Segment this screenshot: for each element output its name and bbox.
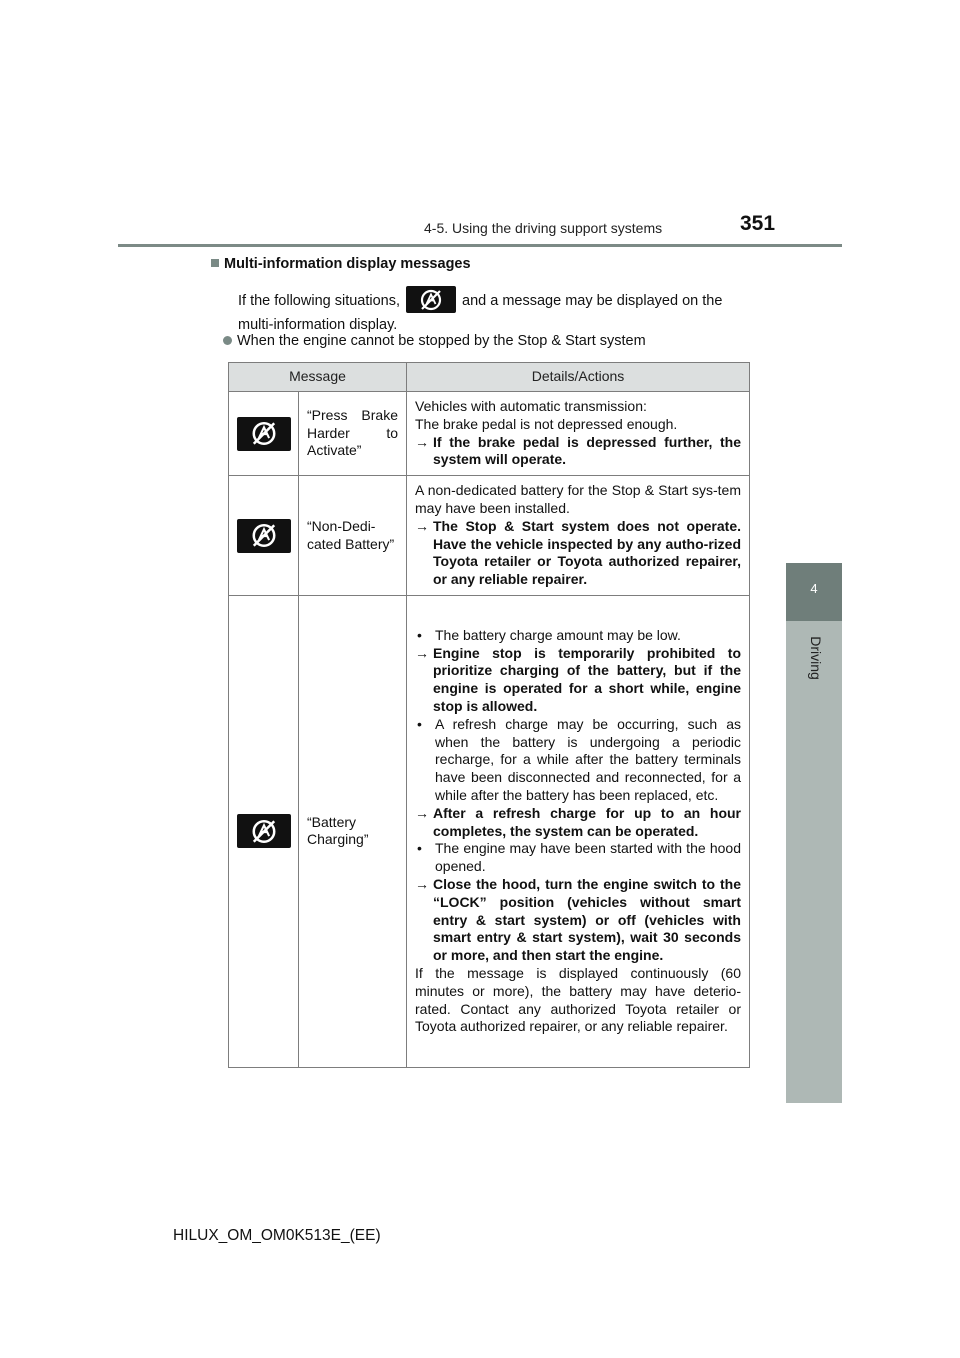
stop-start-cancel-indicator-icon: [237, 417, 291, 451]
section-heading-text: Multi-information display messages: [224, 256, 471, 272]
bullet-icon: •: [417, 626, 422, 643]
condition-text: When the engine cannot be stopped by the Stop & Start system: [237, 333, 646, 349]
action-line: [415, 876, 741, 965]
action-text: Close the hood, turn the engine switch to the “LOCK” position (vehicles without smart entry & start system) or off (vehicles with smart entry & start system), wait 30 seconds or more, and then start the engine.: [433, 875, 741, 964]
condition-bullet: [223, 333, 646, 349]
details-cell: [407, 392, 750, 476]
message-cell: [299, 476, 407, 596]
header-message: Message: [229, 363, 407, 392]
header-details: Details/Actions: [407, 363, 750, 392]
details-item: [415, 840, 741, 876]
bullet-icon: •: [417, 840, 422, 857]
message-text: “Non-Dedi-cated Battery”: [307, 517, 395, 552]
message-icon-cell: [229, 476, 299, 596]
chapter-label: Driving: [808, 636, 824, 680]
details-text: A non-dedicated battery for the Stop & Start sys-tem may have been installed.: [415, 482, 741, 516]
intro-text-after: and a message may be displayed on the multi-information display.: [238, 293, 723, 333]
action-text: Engine stop is temporarily prohibited to prioritize charging of the battery, but if the engine is operated for a short while, engine stop is allowed.: [433, 644, 741, 714]
header-divider: [118, 244, 842, 247]
action-text: If the brake pedal is depressed further, the system will operate.: [433, 433, 741, 468]
message-cell: [299, 392, 407, 476]
table-row: [229, 595, 750, 1067]
page-number: 351: [740, 212, 776, 235]
message-text: “Battery Charging”: [307, 813, 369, 848]
action-line: [415, 805, 741, 841]
details-text: A refresh charge may be occurring, such as when the battery is undergoing a periodic recharge, for a while after the battery terminals have been disconnected and reconnected, for a while after the battery has been replaced, etc.: [435, 715, 741, 803]
header-section-title: 4-5. Using the driving support systems: [424, 220, 663, 236]
arrow-icon: →: [415, 804, 429, 821]
document-code: HILUX_OM_OM0K513E_(EE): [173, 1227, 381, 1244]
table-row: [229, 392, 750, 476]
action-line: [415, 434, 741, 470]
square-bullet-icon: [211, 259, 219, 267]
action-text: The Stop & Start system does not operate. Have the vehicle inspected by any autho-rized Toyota retailer or Toyota authorized repairer, or any reliable repairer.: [433, 517, 741, 588]
chapter-number: 4: [810, 581, 818, 596]
arrow-icon: →: [415, 875, 429, 892]
table-header-row: [229, 363, 750, 392]
details-text: The engine may have been started with the hood opened.: [435, 840, 741, 875]
details-item: [415, 627, 741, 645]
details-text: The battery charge amount may be low.: [435, 626, 681, 643]
stop-start-cancel-indicator-icon: [406, 286, 456, 313]
intro-paragraph: [238, 286, 748, 337]
arrow-icon: →: [415, 517, 429, 534]
details-cell: [407, 476, 750, 596]
action-line: [415, 518, 741, 589]
intro-text-before: If the following situations,: [238, 293, 401, 309]
details-item: [415, 716, 741, 805]
table-row: [229, 476, 750, 596]
details-text: If the message is displayed continuously (60 minutes or more), the battery may have deterio-rated. Contact any authorized Toyota retailer or Toyota authorized repairer, or any reliable repairer.: [415, 964, 741, 1035]
message-icon-cell: [229, 595, 299, 1067]
arrow-icon: →: [415, 644, 429, 661]
message-cell: [299, 595, 407, 1067]
arrow-icon: →: [415, 433, 429, 450]
action-line: [415, 645, 741, 716]
details-text: The brake pedal is not depressed enough.: [415, 415, 678, 432]
bullet-icon: •: [417, 715, 422, 732]
stop-start-cancel-indicator-icon: [237, 814, 291, 848]
messages-table: [228, 362, 750, 1068]
section-heading: [211, 256, 471, 272]
stop-start-cancel-indicator-icon: [237, 519, 291, 553]
details-cell: [407, 595, 750, 1067]
chapter-tab: [786, 563, 842, 621]
details-text: Vehicles with automatic transmission:: [415, 398, 647, 414]
message-icon-cell: [229, 392, 299, 476]
message-text: “Press Brake Harder to Activate”: [307, 406, 398, 459]
round-bullet-icon: [223, 336, 232, 345]
action-text: After a refresh charge for up to an hour completes, the system can be operated.: [433, 804, 741, 839]
